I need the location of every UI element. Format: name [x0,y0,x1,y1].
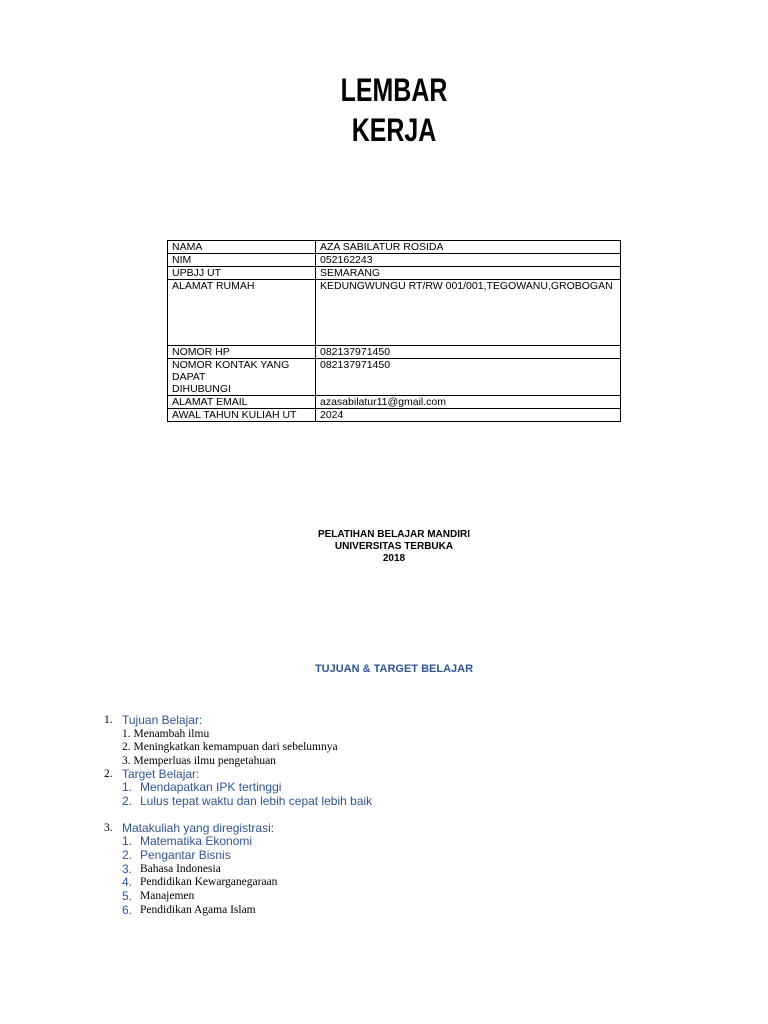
table-row [168,409,621,422]
list-item-number: 1. [122,780,133,794]
list-item: 3. Memperluas ilmu pengetahuan [122,755,276,767]
table-row [168,267,621,280]
list-item: Mendapatkan IPK tertinggi [140,780,282,794]
list-item-number: 2. [122,794,133,808]
list-item-number: 3. [122,862,133,876]
value-alamat-rumah: KEDUNGWUNGU RT/RW 001/001,TEGOWANU,GROBOGAN [316,280,621,346]
label-nama: NAMA [168,241,316,254]
label-awal-tahun: AWAL TAHUN KULIAH UT [168,409,316,422]
label-nomor-kontak [168,359,316,396]
list-item-number: 2. [122,848,133,862]
list-item: Lulus tepat waktu dan lebih cepat lebih baik [140,794,373,808]
list-number: 3. [104,822,113,834]
label-alamat-email: ALAMAT EMAIL [168,396,316,409]
value-nama: AZA SABILATUR ROSIDA [316,241,621,254]
program-year: 2018 [382,553,406,564]
list-item-number: 5. [122,889,133,903]
label-nim: NIM [168,254,316,267]
list-item: Bahasa Indonesia [140,863,221,875]
table-row [168,359,621,396]
list-item-number: 1. [122,834,133,848]
list-item: 1. Menambah ilmu [122,728,210,740]
section-title: TUJUAN & TARGET BELAJAR [314,663,474,675]
value-nomor-hp: 082137971450 [316,346,621,359]
value-nim: 052162243 [316,254,621,267]
list-heading-matakuliah: Matakuliah yang diregistrasi: [122,821,275,835]
table-row [168,254,621,267]
title-line-1: LEMBAR [340,72,448,108]
list-item: Manajemen [140,890,195,902]
program-title-line-2: UNIVERSITAS TERBUKA [334,541,454,552]
label-nomor-kontak-line-3: DIHUBUNGI [172,383,231,395]
list-number: 2. [104,768,113,780]
label-alamat-rumah: ALAMAT RUMAH [168,280,316,346]
list-item: Pengantar Bisnis [140,848,231,862]
list-item-number: 4. [122,875,133,889]
value-alamat-email: azasabilatur11@gmail.com [316,396,621,409]
table-row [168,346,621,359]
list-heading-tujuan: Tujuan Belajar: [122,713,203,727]
list-item: 2. Meningkatkan kemampuan dari sebelumnya [122,741,338,753]
student-info-table [167,240,621,422]
table-row [168,396,621,409]
table-row [168,241,621,254]
list-item: Pendidikan Kewarganegaraan [140,876,278,888]
page-title [87,70,702,150]
title-line-2: KERJA [351,112,437,148]
value-nomor-kontak: 082137971450 [316,359,621,396]
list-item-number: 6. [122,903,133,917]
value-upbjj: SEMARANG [316,267,621,280]
list-item: Pendidikan Agama Islam [140,904,256,916]
label-nomor-hp: NOMOR HP [168,346,316,359]
label-nomor-kontak-line-1: NOMOR KONTAK YANG [172,359,290,371]
list-item: Matematika Ekonomi [140,834,253,848]
label-upbjj: UPBJJ UT [168,267,316,280]
program-title-line-1: PELATIHAN BELAJAR MANDIRI [317,529,471,540]
value-awal-tahun: 2024 [316,409,621,422]
table-row [168,280,621,346]
list-number: 1. [104,714,113,726]
list-heading-target: Target Belajar: [122,767,200,781]
label-nomor-kontak-line-2: DAPAT [172,371,206,383]
